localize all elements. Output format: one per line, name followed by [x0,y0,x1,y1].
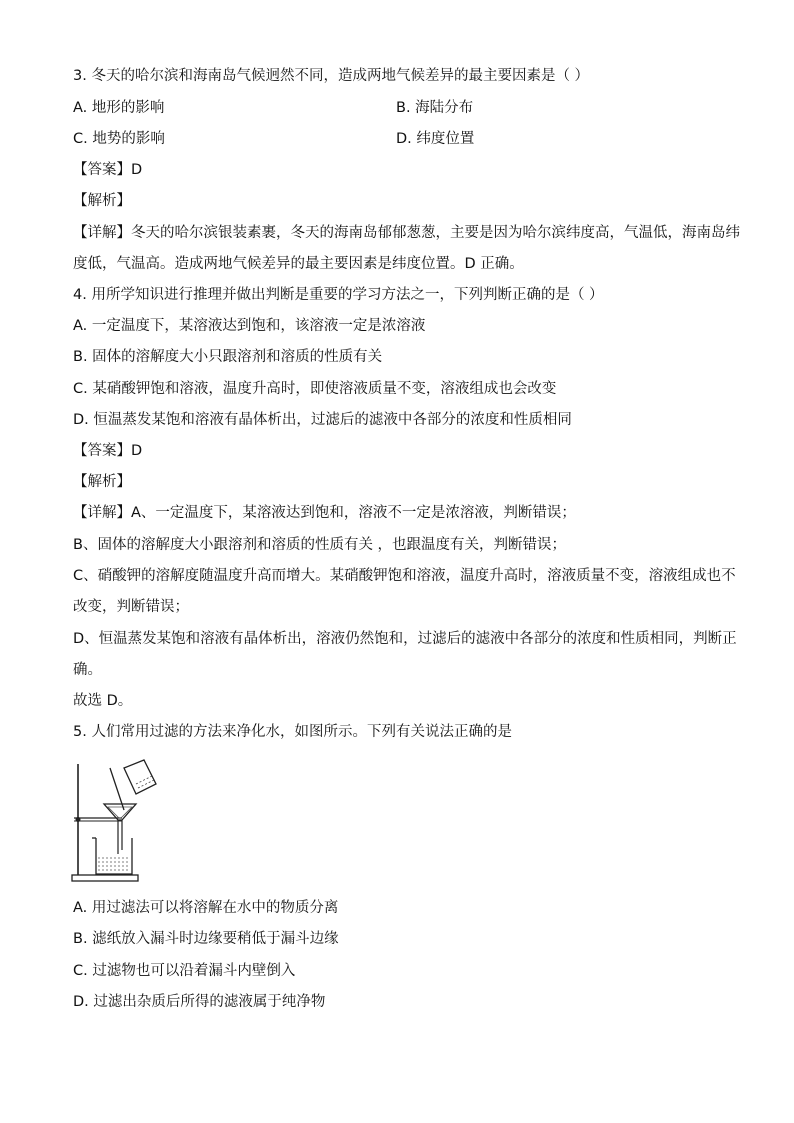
q4-option-a: A. 一定温度下，某溶液达到饱和，该溶液一定是浓溶液 [73,318,426,334]
q4-detail-d-line-2: 确。 [73,662,102,678]
q4-detail-a: 【详解】A、一定温度下，某溶液达到饱和，溶液不一定是浓溶液，判断错误； [73,505,576,521]
stand-base [72,875,138,881]
q4-answer: 【答案】D [73,443,143,459]
q4-option-c: C. 某硝酸钾饱和溶液，温度升高时，即使溶液质量不变，溶液组成也会改变 [73,381,557,397]
q3-option-c: C. 地势的影响 [73,131,165,147]
q4-conclusion: 故选 D。 [73,693,133,709]
q5-option-c: C. 过滤物也可以沿着漏斗内壁倒入 [73,963,296,979]
q5-option-d: D. 过滤出杂质后所得的滤液属于纯净物 [73,994,326,1010]
q3-answer: 【答案】D [73,162,143,178]
pouring-beaker [124,760,156,794]
q3-option-a: A. 地形的影响 [73,100,165,116]
q3-option-b: B. 海陆分布 [396,100,474,116]
q3-stem: 3. 冬天的哈尔滨和海南岛气候迥然不同，造成两地气候差异的最主要因素是（ ） [73,68,590,84]
q4-option-d: D. 恒温蒸发某饱和溶液有晶体析出，过滤后的滤液中各部分的浓度和性质相同 [73,412,572,428]
q5-option-a: A. 用过滤法可以将溶解在水中的物质分离 [73,900,339,916]
q4-option-b: B. 固体的溶解度大小只跟溶剂和溶质的性质有关 [73,349,383,365]
q3-detail-line-2: 度低，气温高。造成两地气候差异的最主要因素是纬度位置。D 正确。 [73,256,524,272]
filtration-apparatus-figure [70,758,180,884]
q4-detail-d-line-1: D、恒温蒸发某饱和溶液有晶体析出，溶液仍然饱和，过滤后的滤液中各部分的浓度和性质相同，判断正 [73,631,737,647]
q3-option-d: D. 纬度位置 [396,131,475,147]
q4-detail-b: B、固体的溶解度大小跟溶剂和溶质的性质有关 ，也跟温度有关，判断错误； [73,537,567,553]
q5-stem: 5. 人们常用过滤的方法来净化水，如图所示。下列有关说法正确的是 [73,724,512,740]
q5-option-b: B. 滤纸放入漏斗时边缘要稍低于漏斗边缘 [73,931,339,947]
q4-detail-c-line-2: 改变，判断错误； [73,599,189,615]
q4-detail-c-line-1: C、硝酸钾的溶解度随温度升高而增大。某硝酸钾饱和溶液，温度升高时，溶液质量不变，溶液组成也不 [73,568,736,584]
q4-analysis-heading: 【解析】 [73,474,131,490]
q4-stem: 4. 用所学知识进行推理并做出判断是重要的学习方法之一，下列判断正确的是（ ） [73,287,604,303]
q3-detail-line-1: 【详解】冬天的哈尔滨银装素裹，冬天的海南岛郁郁葱葱，主要是因为哈尔滨纬度高，气温低，海南岛纬 [73,225,740,241]
receiving-beaker [92,838,132,874]
q3-analysis-heading: 【解析】 [73,193,131,209]
